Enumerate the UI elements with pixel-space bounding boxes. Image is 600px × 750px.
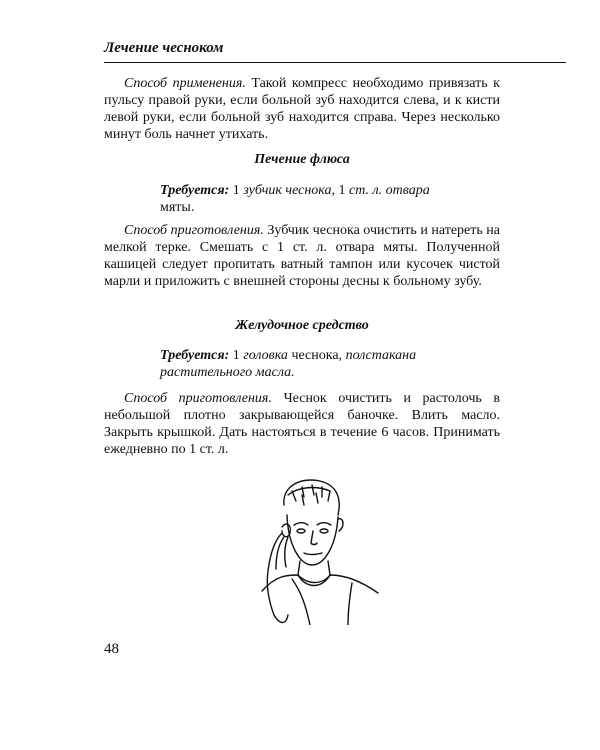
recipe1-req-item1: зубчик чеснока, — [243, 183, 335, 198]
recipe2-req-num1: 1 — [229, 348, 244, 363]
intro-text: Такой компресс необходимо привязать к пульсу правой руки, если больной зуб находится слева, и к кисти левой руки, если больной зуб находится справа. Через несколько минут боль начнет утихать. — [104, 76, 500, 142]
recipe1-title: Печение флюса — [254, 152, 350, 167]
recipe2-title: Желудочное средство — [235, 318, 369, 333]
recipe1-method-label: Способ приготовления. — [124, 223, 264, 238]
man-holding-garlic-illustration — [232, 475, 382, 625]
recipe2-req-item1: головка — [243, 348, 288, 363]
recipe1-req-item2: ст. л. отвара — [349, 183, 430, 198]
recipe1-requires-label: Требуется: — [160, 183, 230, 198]
recipe1-method-paragraph — [104, 222, 500, 290]
running-title: Лечение чесноком — [104, 40, 224, 56]
recipe1-requirements — [160, 182, 460, 216]
page-number: 48 — [104, 641, 119, 657]
recipe1-method-text: Зубчик чеснока очистить и натереть на мелкой терке. Смешать с 1 ст. л. отвара мяты. Полученной кашицей следует пропитать ватный тампон или кусочек чистой марли и приложить с внешней стороны десны к больному зубу. — [104, 223, 500, 289]
recipe2-req-item3: полстакана растительного масла. — [160, 348, 417, 380]
recipe2-method-paragraph — [104, 390, 500, 458]
recipe2-requirements — [160, 347, 460, 381]
recipe1-req-tail: мяты. — [160, 200, 195, 215]
intro-paragraph — [104, 75, 500, 143]
recipe2-requires-label: Требуется: — [160, 348, 230, 363]
recipe1-req-num1: 1 — [229, 183, 244, 198]
intro-method-label: Способ применения. — [124, 76, 246, 91]
header-rule — [104, 62, 566, 63]
recipe2-req-item2: чеснока, — [287, 348, 346, 363]
recipe2-method-text: Чеснок очистить и растолочь в небольшой плотно закрывающейся баночке. Влить масло. Закрыть крышкой. Дать настояться в течение 6 часов. Принимать ежедневно по 1 ст. л. — [104, 391, 500, 457]
recipe1-req-num2: 1 — [335, 183, 349, 198]
recipe2-method-label: Способ приготовления. — [124, 391, 272, 406]
